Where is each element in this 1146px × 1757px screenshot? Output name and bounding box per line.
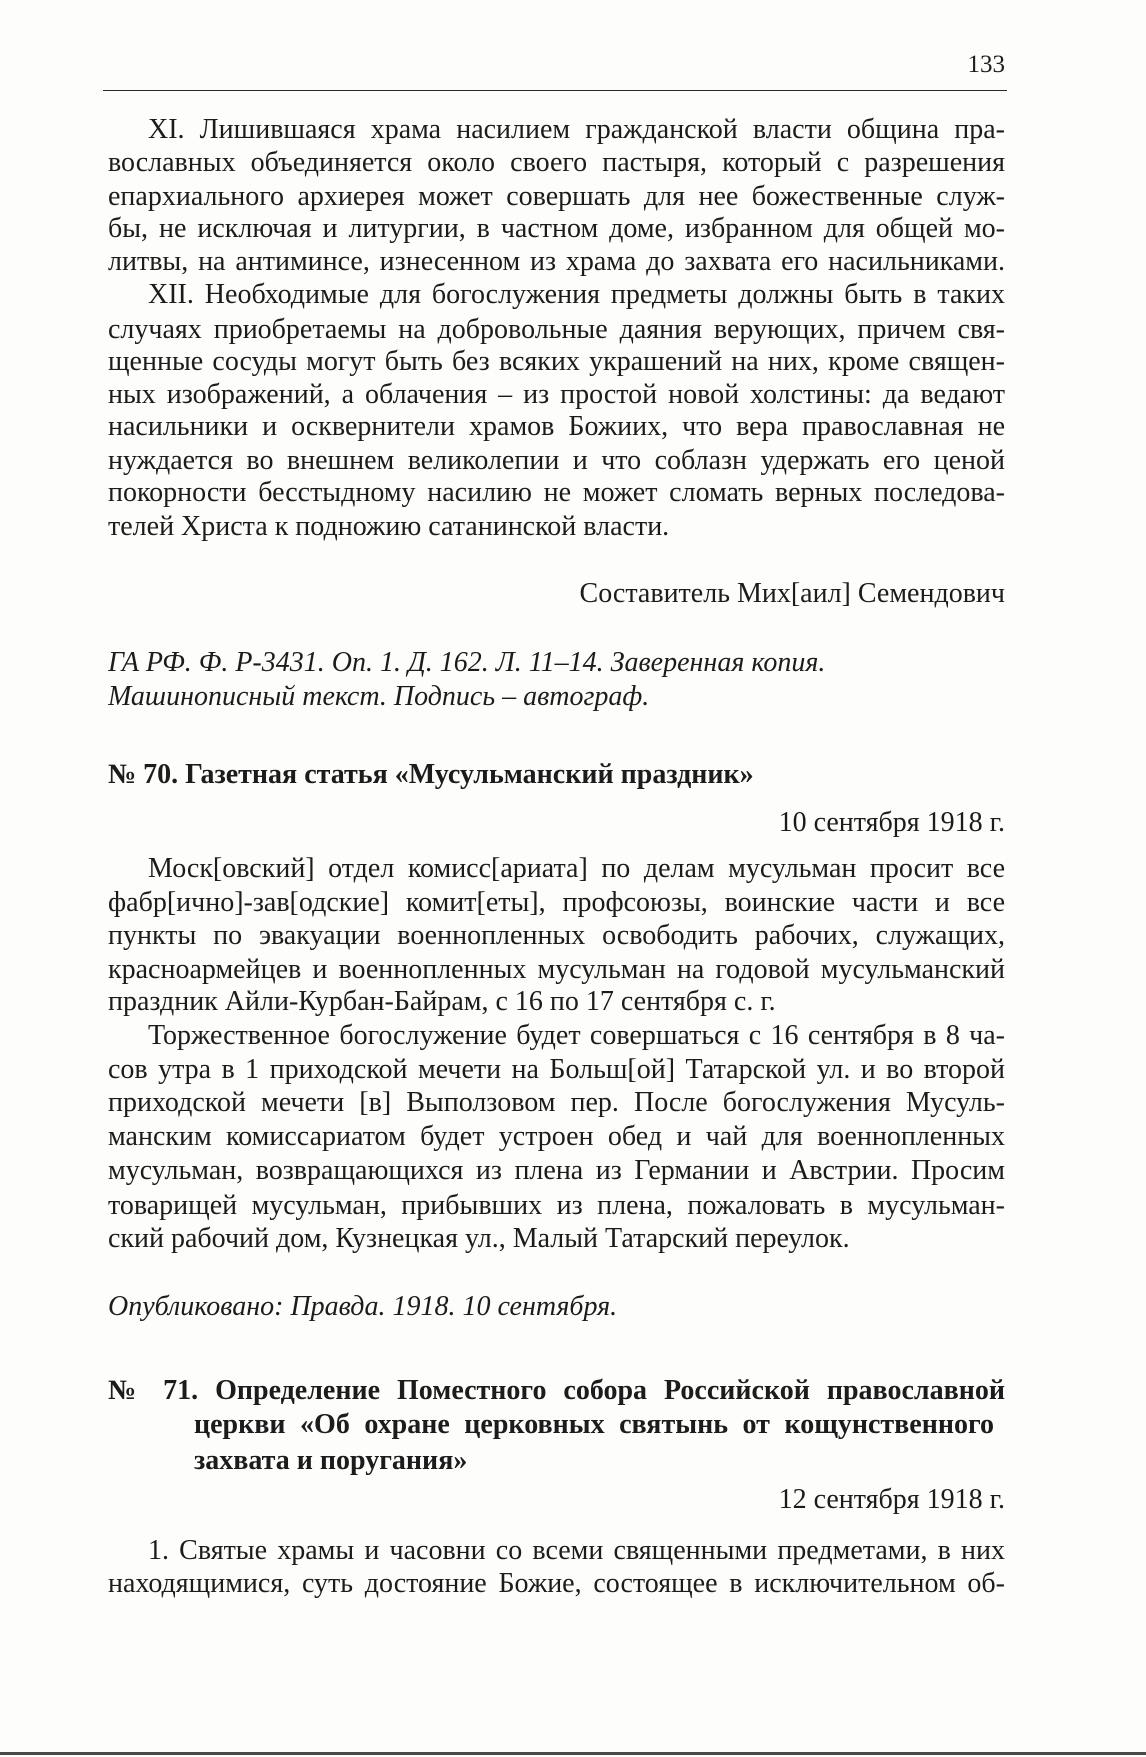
paragraph-line: товарищей мусульман, прибывших из плена, пожаловать в мусульман- [108,1190,1005,1221]
signature: Составитель Мих[аил] Семендович [579,578,1005,609]
paragraph-line: телей Христа к подножию сатанинской власти. [108,511,670,542]
page-number: 133 [967,51,1005,78]
paragraph-line: вославных объединяется около своего пастыря, который с разрешения [108,147,1005,178]
doc70-heading [108,758,1005,791]
paragraph-line: манским комиссариатом будет устроен обед и чай для военнопленных [108,1121,1005,1152]
paragraph-line: 1. Святые храмы и часовни со всеми священными предметами, в них [148,1535,1005,1566]
paragraph-line: щенные сосуды могут быть без всяких украшений на них, кроме священ- [108,346,1005,377]
paragraph-line: нуждается во внешнем великолепии и что соблазн удержать его ценой [108,445,1005,476]
header-rule [103,90,1007,91]
source-note-line: Машинописный текст. Подпись – автограф. [108,681,650,712]
paragraph-line: находящимися, суть достояние Божие, состоящее в исключительном об- [108,1568,1005,1599]
doc71-date: 12 сентября 1918 г. [778,1484,1005,1515]
page-bottom-edge [0,1752,1146,1755]
paragraph-line: епархиального архиерея может совершать для нее божественные служ- [108,181,1005,212]
doc70-title: Газетная статья «Мусульманский праздник» [185,759,754,790]
doc70-date: 10 сентября 1918 г. [778,807,1005,838]
paragraph-line: ных изображений, а облачения – из простой новой холстины: да ведают [108,379,1005,410]
paragraph-line: покорности бесстыдному насилию не может сломать верных последова- [108,477,1005,508]
doc70-source-note: Опубликовано: Правда. 1918. 10 сентября. [108,1291,618,1322]
paragraph-line: XI. Лишившаяся храма насилием гражданской власти община пра- [148,114,1005,145]
paragraph-line: литвы, на антиминсе, изнесенном из храма до захвата его насильниками. [108,246,1005,277]
paragraph-line: Торжественное богослужение будет совершаться с 16 сентября в 8 ча- [148,1020,1005,1051]
paragraph-line: Моск[овский] отдел комисс[ариата] по делам мусульман просит все [148,853,1005,884]
paragraph-line: случаях приобретаемы на добровольные даяния верующих, причем свя- [108,314,1005,345]
doc70-number: № 70. [108,759,179,790]
paragraph-line: красноармейцев и военнопленных мусульман на годовой мусульманский [108,954,1005,985]
source-note-line: ГА РФ. Ф. Р-3431. Оп. 1. Д. 162. Л. 11–14. Заверенная копия. [108,647,826,678]
paragraph-line: сов утра в 1 приходской мечети на Больш[ой] Татарской ул. и во второй [108,1054,1005,1085]
doc71-title-line: церкви «Об охране церковных святынь от кощунственного [194,1409,994,1440]
paragraph-line: приходской мечети [в] Выползовом пер. После богослужения Мусуль- [108,1087,1005,1118]
paragraph-line: XII. Необходимые для богослужения предметы должны быть в таких [148,279,1005,310]
paragraph-line: мусульман, возвращающихся из плена из Германии и Австрии. Просим [108,1155,1005,1186]
paragraph-line: бы, не исключая и литургии, в частном доме, избранном для общей мо- [108,213,1005,244]
doc71-number: № 71. [108,1375,199,1406]
doc71-title-line: Определение Поместного собора Российской православной [215,1375,1005,1406]
doc71-title-line: захвата и поругания» [194,1445,468,1476]
paragraph-line: фабр[ично]-зав[одские] комит[еты], профсоюзы, воинские части и все [108,887,1005,918]
paragraph-line: ский рабочий дом, Кузнецкая ул., Малый Татарский переулок. [108,1223,850,1254]
paragraph-line: насильники и осквернители храмов Божиих, что вера православная не [108,411,1005,442]
paragraph-line: праздник Айли-Курбан-Байрам, с 16 по 17 сентября с. г. [108,986,776,1017]
paragraph-line: пункты по эвакуации военнопленных освободить рабочих, служащих, [108,920,1005,951]
doc71-heading-line [108,1374,1005,1407]
